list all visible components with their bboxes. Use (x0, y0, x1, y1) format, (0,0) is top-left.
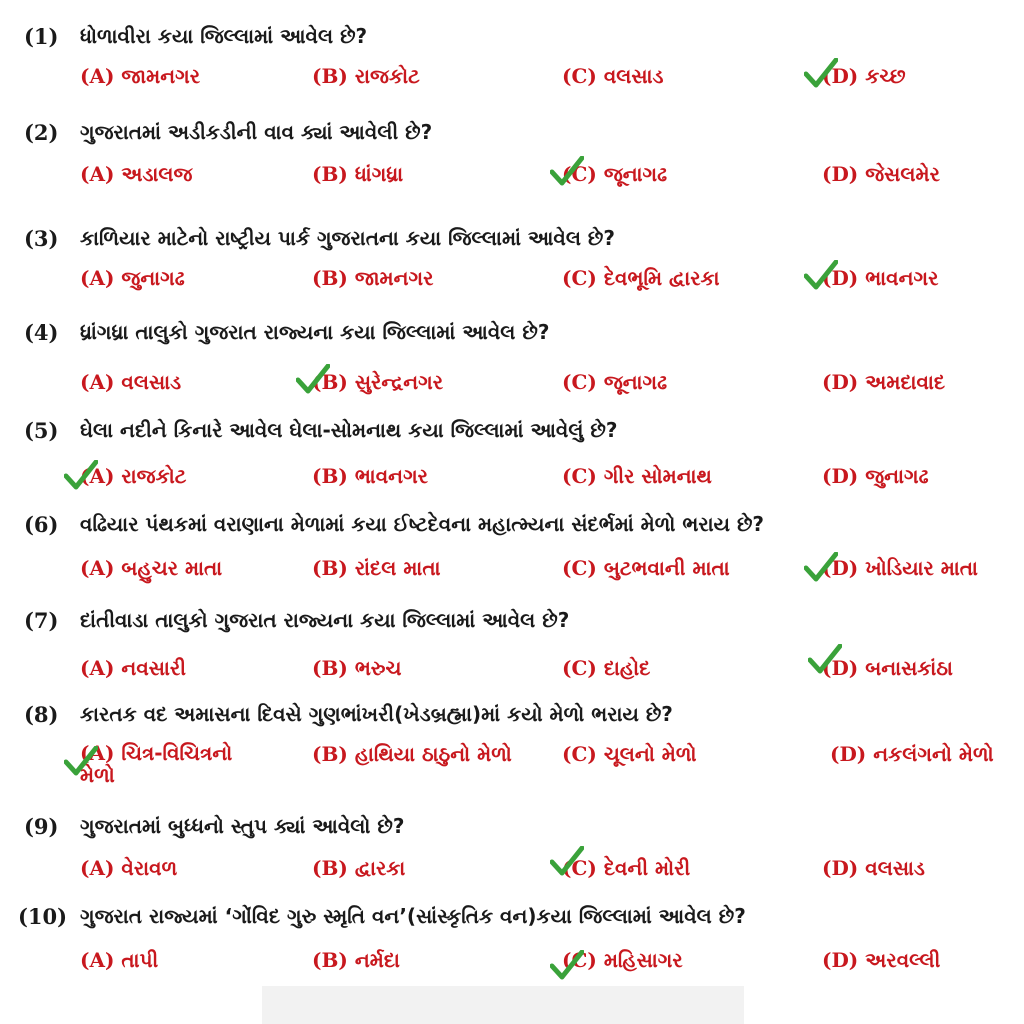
option-c (562, 556, 730, 580)
option-a (80, 266, 185, 290)
option-a (80, 464, 186, 488)
option-b (312, 64, 420, 88)
option-d (822, 556, 978, 580)
option-letter: (C) (562, 370, 597, 394)
option-text: અડાલજ (121, 162, 193, 186)
option-letter: (B) (312, 370, 348, 394)
option-b (312, 266, 434, 290)
option-letter: (A) (80, 162, 115, 186)
option-letter: (C) (562, 162, 597, 186)
option-text: બહુચર માતા (121, 556, 223, 580)
option-letter: (B) (312, 464, 348, 488)
option-text: રાંદલ માતા (354, 556, 441, 580)
option-a (80, 370, 181, 394)
option-text: જેસલમેર (865, 162, 940, 186)
option-a (80, 656, 186, 680)
option-text: ભરુચ (354, 656, 402, 680)
option-letter: (C) (562, 742, 597, 766)
option-letter: (B) (312, 948, 348, 972)
question-number: (4) (24, 320, 59, 345)
option-text: વલસાડ (603, 64, 664, 88)
option-text: દાહોદ (603, 656, 651, 680)
option-a (80, 948, 158, 972)
question-number: (10) (18, 904, 68, 929)
option-letter: (A) (80, 370, 115, 394)
option-d (822, 162, 940, 186)
option-b (312, 556, 441, 580)
option-d (822, 464, 929, 488)
option-a (80, 856, 177, 880)
option-letter: (B) (312, 856, 348, 880)
option-text: રાજકોટ (121, 464, 187, 488)
question-number: (6) (24, 512, 59, 537)
option-text: મહિસાગર (603, 948, 683, 972)
option-letter: (C) (562, 464, 597, 488)
question-text: કાળિયાર માટેનો રાષ્ટ્રીય પાર્ક ગુજરાતના કયા જિલ્લામાં આવેલ છે? (80, 226, 615, 250)
option-letter: (D) (822, 64, 859, 88)
option-letter: (C) (562, 948, 597, 972)
option-text: નર્મદા (354, 948, 400, 972)
option-c (562, 948, 683, 972)
option-letter: (B) (312, 266, 348, 290)
option-c (562, 464, 712, 488)
option-text: જૂનાગઢ (603, 162, 668, 186)
option-letter: (B) (312, 556, 348, 580)
option-text: ધાંગધ્રા (354, 162, 404, 186)
question-number: (1) (24, 24, 59, 49)
option-text: જામનગર (121, 64, 201, 88)
option-d (822, 948, 940, 972)
option-letter: (C) (562, 856, 597, 880)
option-c (562, 656, 650, 680)
option-letter: (A) (80, 856, 115, 880)
option-text: અમદાવાદ (865, 370, 946, 394)
option-letter: (C) (562, 556, 597, 580)
question-text: ધ્રાંગધ્રા તાલુકો ગુજરાત રાજ્યના કયા જિલ્લામાં આવેલ છે? (80, 320, 550, 344)
option-text: બનાસકાંઠા (865, 656, 953, 680)
option-letter: (D) (830, 742, 867, 766)
option-letter: (A) (80, 64, 115, 88)
question-text: વઢિયાર પંથકમાં વરાણાના મેળામાં કયા ઈષ્ટદેવના મહાત્મ્યના સંદર્ભમાં મેળો ભરાય છે? (80, 512, 765, 536)
question-text: કારતક વદ અમાસના દિવસે ગુણભાંખરી(ખેડબ્રહ્મા)માં કયો મેળો ભરાય છે? (80, 702, 673, 726)
question-number: (9) (24, 814, 59, 839)
option-letter: (D) (822, 948, 859, 972)
option-text: ભાવનગર (865, 266, 939, 290)
option-d (822, 64, 906, 88)
option-letter: (B) (312, 162, 348, 186)
option-text: રાજકોટ (354, 64, 420, 88)
option-c (562, 162, 667, 186)
option-text: ચિત્ર-વિચિત્રનો મેળો (80, 741, 233, 787)
option-text: જુનાગઢ (121, 266, 185, 290)
question-text: ગુજરાત રાજ્યમાં ‘ગોંવિદ ગુરુ સ્મૃતિ વન’(સાંસ્કૃતિક વન)કયા જિલ્લામાં આવેલ છે? (80, 904, 746, 928)
option-a (80, 556, 222, 580)
option-c (562, 742, 697, 766)
option-c (562, 856, 690, 880)
option-letter: (C) (562, 656, 597, 680)
option-text: જૂનાગઢ (603, 370, 668, 394)
option-letter: (B) (312, 656, 348, 680)
option-c (562, 64, 663, 88)
option-text: ચૂલનો મેળો (603, 742, 697, 766)
option-text: અરવલ્લી (865, 948, 941, 972)
option-letter: (A) (80, 948, 115, 972)
option-text: વેરાવળ (121, 856, 178, 880)
option-letter: (D) (822, 370, 859, 394)
option-text: નકલંગનો મેળો (873, 742, 994, 766)
option-letter: (A) (80, 656, 115, 680)
option-letter: (C) (562, 266, 597, 290)
question-text: ગુજરાતમાં બુધ્ધનો સ્તુપ ક્યાં આવેલો છે? (80, 814, 405, 838)
option-b (312, 656, 401, 680)
option-text: બુટભવાની માતા (603, 556, 730, 580)
question-text: ગુજરાતમાં અડીકડીની વાવ ક્યાં આવેલી છે? (80, 120, 433, 144)
option-text: ભાવનગર (354, 464, 429, 488)
option-text: કચ્છ (865, 64, 906, 88)
option-letter: (B) (312, 64, 348, 88)
option-d (830, 742, 994, 766)
option-text: હાથિયા ઠાઠુનો મેળો (354, 742, 512, 766)
option-text: દેવની મોરી (603, 856, 691, 880)
option-letter: (D) (822, 266, 859, 290)
option-text: વલસાડ (121, 370, 182, 394)
option-text: જામનગર (354, 266, 434, 290)
question-number: (5) (24, 418, 59, 443)
option-letter: (A) (80, 266, 115, 290)
question-text: દાંતીવાડા તાલુકો ગુજરાત રાજ્યના કયા જિલ્લામાં આવેલ છે? (80, 608, 570, 632)
option-text: સુરેન્દ્રનગર (354, 370, 444, 394)
option-c (562, 370, 667, 394)
option-letter: (A) (80, 464, 115, 488)
option-b (312, 370, 443, 394)
option-text: જુનાગઢ (865, 464, 929, 488)
option-letter: (B) (312, 742, 348, 766)
option-letter: (C) (562, 64, 597, 88)
option-letter: (D) (822, 856, 859, 880)
option-a (80, 64, 200, 88)
option-letter: (D) (822, 556, 859, 580)
option-letter: (D) (822, 464, 859, 488)
option-b (312, 948, 400, 972)
question-number: (3) (24, 226, 59, 251)
option-letter: (D) (822, 656, 859, 680)
option-d (822, 856, 925, 880)
option-letter: (D) (822, 162, 859, 186)
option-d (822, 370, 945, 394)
option-c (562, 266, 720, 290)
option-text: તાપી (121, 948, 159, 972)
question-text: ધોળાવીરા કયા જિલ્લામાં આવેલ છે? (80, 24, 368, 48)
question-text: ઘેલા નદીને કિનારે આવેલ ઘેલા-સોમનાથ કયા જિલ્લામાં આવેલું છે? (80, 418, 618, 442)
option-d (822, 656, 953, 680)
question-number: (7) (24, 608, 59, 633)
option-a (80, 162, 192, 186)
option-letter: (A) (80, 741, 115, 765)
option-text: નવસારી (121, 656, 186, 680)
option-d (822, 266, 938, 290)
option-b (312, 742, 512, 766)
option-text: દ્વારકા (354, 856, 406, 880)
option-b (312, 856, 405, 880)
option-text: દેવભૂમિ દ્વારકા (603, 266, 720, 290)
option-text: ખોડિયાર માતા (865, 556, 978, 580)
option-text: ગીર સોમનાથ (603, 464, 712, 488)
bottom-bar (262, 986, 744, 1024)
option-letter: (A) (80, 556, 115, 580)
option-text: વલસાડ (865, 856, 925, 880)
question-number: (2) (24, 120, 59, 145)
question-number: (8) (24, 702, 59, 727)
option-b (312, 464, 428, 488)
option-b (312, 162, 403, 186)
option-a (80, 742, 270, 786)
